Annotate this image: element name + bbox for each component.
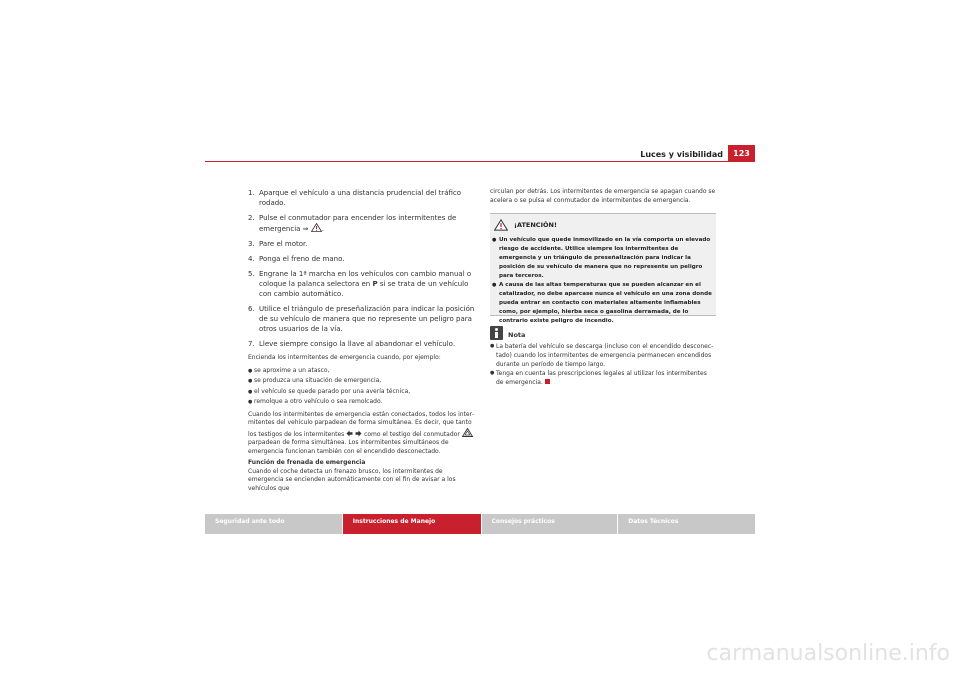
paragraph-emergency-braking-cont: circulan por detrás. Los intermitentes de emergencia se apagan cuando se acelera o se pulsa el conmutador de intermitentes de emergencia. <box>490 188 716 204</box>
paragraph-emergency-braking: Cuando el coche detecta un frenazo brusco, los intermitentes de emergencia se encienden automáticamente con el fin de avisar a los vehículos que <box>248 467 456 492</box>
list-item: ● se aproxime a un atasco, <box>248 366 478 377</box>
list-item: ● se produzca una situación de emergencia, <box>248 376 478 387</box>
warning-list <box>490 236 716 326</box>
right-column <box>490 188 716 387</box>
situations-list <box>248 366 478 408</box>
list-item: 6. Utilice el triángulo de preseñalización para indicar la posición de su vehículo de manera que no represente un peligro para otros usuarios de la vía. <box>248 305 475 333</box>
turn-signal-arrows-icon <box>346 430 362 437</box>
steps-list <box>248 188 478 349</box>
tab-instrucciones[interactable]: Instrucciones de Manejo <box>343 514 481 534</box>
list-item: 7. Lleve siempre consigo la llave al abandonar el vehículo. <box>248 340 456 348</box>
note-list <box>490 342 716 387</box>
list-item: 4. Ponga el freno de mano. <box>248 255 345 263</box>
list-item: ● remolque a otro vehículo o sea remolcado. <box>248 397 478 408</box>
tab-seguridad[interactable]: Seguridad ante todo <box>205 514 342 534</box>
note-title: Nota <box>508 331 526 339</box>
header-rule <box>205 161 755 162</box>
section-end-marker <box>545 379 550 384</box>
emergency-braking-heading: Función de frenada de emergencia <box>248 459 366 466</box>
warning-triangle-icon <box>494 219 508 231</box>
warning-header <box>490 219 716 231</box>
info-icon <box>490 326 503 340</box>
list-item: 1. Aparque el vehículo a una distancia prudencial del tráfico rodado. <box>248 189 462 207</box>
page-number: 123 <box>728 145 755 162</box>
list-item: ● A causa de las altas temperaturas que se pueden alcanzar en el catalizador, no debe aparcase nunca el vehículo en una zona donde pueda entrar en contacto con materiales altamente inflamables como, por ejemplo, hierba seca o gasolina derramada, de lo contrario existe peligro de incendio. <box>492 281 714 326</box>
tab-consejos[interactable]: Consejos prácticos <box>482 514 618 534</box>
list-item: ● el vehículo se quede parado por una avería técnica, <box>248 387 478 398</box>
header-title: Luces y visibilidad <box>640 150 723 159</box>
list-item: ● Tenga en cuenta las prescripciones legales al utilizar los intermitentes de emergencia. <box>490 369 716 387</box>
list-item: 2. Pulse el conmutador para encender los intermitentes de emergencia ⇒ . <box>248 214 457 233</box>
list-item: ● La batería del vehículo se descarga (incluso con el encendido desconectado) cuando los intermitentes de emergencia permanecen encendidos durante un período de tiempo largo. <box>490 342 716 369</box>
warning-box <box>490 213 716 324</box>
left-column <box>248 188 478 496</box>
note-header <box>490 326 716 340</box>
list-item: ● Un vehículo que quede inmovilizado en la vía comporta un elevado riesgo de accidente. Utilice siempre los intermitentes de emergencia y un triángulo de preseñalización para indicar la posición de su vehículo de manera que no represente un peligro para terceros. <box>492 236 714 281</box>
tab-datos[interactable]: Datos Técnicos <box>618 514 755 534</box>
hazard-triangle-icon <box>462 428 473 437</box>
paragraph-blinkers: Cuando los intermitentes de emergencia están conectados, todos los intermitentes del vehículo parpadean de forma simultánea. Es decir, que tanto los testigos de los intermitentes como el testigo del conmutador parpadean de forma simultánea. Los intermitentes simultáneos de emergencia funcionan también con el encendido desconectado. <box>248 410 475 455</box>
warning-triangle-icon[interactable] <box>311 223 322 232</box>
warning-title: ¡ATENCIÓN! <box>514 220 557 229</box>
watermark: carmanualsonline.info <box>706 641 950 666</box>
footer-nav <box>205 514 755 534</box>
intro-text: Encienda los intermitentes de emergencia cuando, por ejemplo: <box>248 354 441 361</box>
list-item: 3. Pare el motor. <box>248 240 308 248</box>
list-item: 5. Engrane la 1ª marcha en los vehículos con cambio manual o coloque la palanca selectora en P si se trata de un vehículo con cambio automático. <box>248 270 472 298</box>
